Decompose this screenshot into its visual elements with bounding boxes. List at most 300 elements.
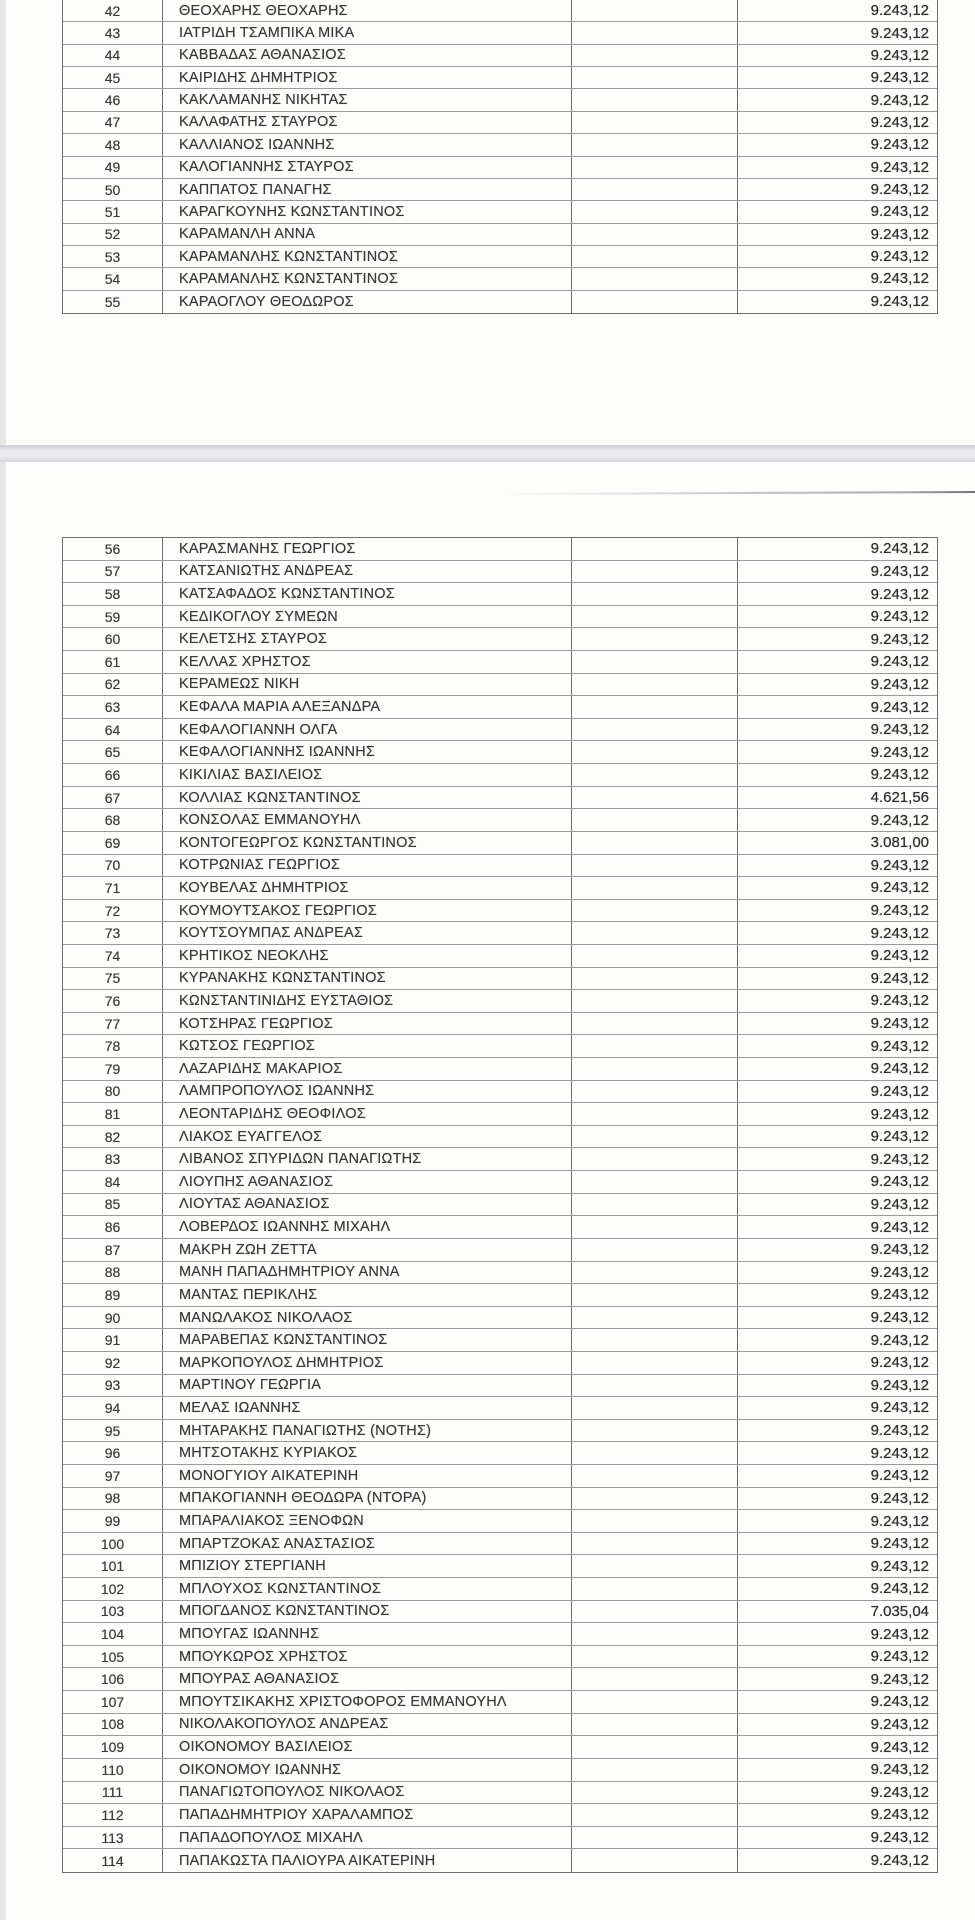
table-row (63, 1578, 937, 1601)
name-cell: ΚΑΡΑΓΚΟΥΝΗΣ ΚΩΝΣΤΑΝΤΙΝΟΣ (163, 201, 572, 222)
table-row (63, 45, 937, 67)
amount-cell: 9.243,12 (870, 1376, 929, 1394)
empty-cell (572, 764, 738, 786)
table-row (63, 1397, 937, 1420)
table-row (63, 832, 937, 855)
empty-cell (572, 246, 738, 267)
scanned-page-1 (6, 0, 975, 445)
empty-cell (572, 1646, 738, 1668)
name-cell: ΚΑΒΒΑΔΑΣ ΑΘΑΝΑΣΙΟΣ (163, 45, 572, 66)
table-row (63, 112, 937, 134)
name-cell: ΚΕΦΑΛΟΓΙΑΝΝΗ ΟΛΓΑ (163, 719, 572, 741)
amount-cell: 9.243,12 (870, 1218, 929, 1236)
name-cell: ΚΟΥΒΕΛΑΣ ΔΗΜΗΤΡΙΟΣ (163, 877, 572, 899)
row-number-cell: 72 (63, 900, 163, 922)
empty-cell (572, 1420, 738, 1442)
amount-cell: 9.243,12 (870, 203, 929, 221)
amount-cell: 9.243,12 (870, 1060, 929, 1078)
amount-cell: 9.243,12 (870, 1467, 929, 1485)
row-number-cell: 45 (63, 67, 163, 88)
amount-cell: 9.243,12 (870, 1354, 929, 1372)
amount-cell: 9.243,12 (870, 1648, 929, 1666)
table-row (63, 1849, 937, 1872)
row-number-cell: 58 (63, 583, 163, 605)
name-cell: ΚΟΥΜΟΥΤΣΑΚΟΣ ΓΕΩΡΓΙΟΣ (163, 900, 572, 922)
name-cell: ΝΙΚΟΛΑΚΟΠΟΥΛΟΣ ΑΝΔΡΕΑΣ (163, 1714, 572, 1736)
empty-cell (572, 1578, 738, 1600)
table-row (63, 1148, 937, 1171)
amount-cell: 9.243,12 (870, 181, 929, 199)
amount-cell: 9.243,12 (870, 1399, 929, 1417)
row-number-cell: 93 (63, 1375, 163, 1397)
row-number-cell: 52 (63, 224, 163, 245)
table-row (63, 1668, 937, 1691)
row-number-cell: 105 (63, 1646, 163, 1668)
name-cell: ΚΕΔΙΚΟΓΛΟΥ ΣΥΜΕΩΝ (163, 606, 572, 628)
empty-cell (572, 945, 738, 967)
amount-cell: 7.035,04 (870, 1602, 929, 1620)
table-row (63, 0, 937, 22)
name-cell: ΛΑΜΠΡΟΠΟΥΛΟΣ ΙΩΑΝΝΗΣ (163, 1081, 572, 1103)
name-cell: ΜΠΑΡΑΛΙΑΚΟΣ ΞΕΝΟΦΩΝ (163, 1510, 572, 1532)
scan-artifact-line (500, 491, 975, 495)
table-row (63, 1442, 937, 1465)
empty-cell (572, 877, 738, 899)
amount-cell: 9.243,12 (870, 1286, 929, 1304)
table-row (63, 1058, 937, 1081)
table-row (63, 1262, 937, 1285)
table-row (63, 1533, 937, 1556)
name-cell: ΜΠΟΥΡΑΣ ΑΘΑΝΑΣΙΟΣ (163, 1668, 572, 1690)
amount-cell: 9.243,12 (870, 1241, 929, 1259)
name-cell: ΠΑΝΑΓΙΩΤΟΠΟΥΛΟΣ ΝΙΚΟΛΑΟΣ (163, 1782, 572, 1804)
table-row (63, 628, 937, 651)
amount-cell: 9.243,12 (870, 902, 929, 920)
empty-cell (572, 1103, 738, 1125)
name-cell: ΚΙΚΙΛΙΑΣ ΒΑΣΙΛΕΙΟΣ (163, 764, 572, 786)
empty-cell (572, 1216, 738, 1238)
amount-cell: 9.243,12 (870, 293, 929, 311)
name-cell: ΟΙΚΟΝΟΜΟΥ ΙΩΑΝΝΗΣ (163, 1759, 572, 1781)
name-cell: ΠΑΠΑΔΗΜΗΤΡΙΟΥ ΧΑΡΑΛΑΜΠΟΣ (163, 1804, 572, 1826)
name-cell: ΜΠΟΓΔΑΝΟΣ ΚΩΝΣΤΑΝΤΙΝΟΣ (163, 1601, 572, 1623)
name-cell: ΛΙΒΑΝΟΣ ΣΠΥΡΙΔΩΝ ΠΑΝΑΓΙΩΤΗΣ (163, 1148, 572, 1170)
row-number-cell: 83 (63, 1148, 163, 1170)
name-cell: ΜΠΟΥΚΩΡΟΣ ΧΡΗΣΤΟΣ (163, 1646, 572, 1668)
empty-cell (572, 22, 738, 43)
name-cell: ΠΑΠΑΚΩΣΤΑ ΠΑΛΙΟΥΡΑ ΑΙΚΑΤΕΡΙΝΗ (163, 1849, 572, 1872)
amount-cell: 9.243,12 (870, 653, 929, 671)
table-row (63, 561, 937, 584)
row-number-cell: 100 (63, 1533, 163, 1555)
empty-cell (572, 1668, 738, 1690)
name-cell: ΚΑΡΑΣΜΑΝΗΣ ΓΕΩΡΓΙΟΣ (163, 538, 572, 560)
table-row (63, 1804, 937, 1827)
name-cell: ΜΠΑΚΟΓΙΑΝΝΗ ΘΕΟΔΩΡΑ (ΝΤΟΡΑ) (163, 1488, 572, 1510)
name-cell: ΛΕΟΝΤΑΡΙΔΗΣ ΘΕΟΦΙΛΟΣ (163, 1103, 572, 1125)
amount-cell: 9.243,12 (870, 136, 929, 154)
row-number-cell: 69 (63, 832, 163, 854)
table-row (63, 719, 937, 742)
name-cell: ΚΑΡΑΜΑΝΛΗ ΑΝΝΑ (163, 224, 572, 245)
name-cell: ΟΙΚΟΝΟΜΟΥ ΒΑΣΙΛΕΙΟΣ (163, 1736, 572, 1758)
table-row (63, 877, 937, 900)
row-number-cell: 107 (63, 1691, 163, 1713)
empty-cell (572, 1601, 738, 1623)
empty-cell (572, 0, 738, 21)
payment-table-page-2 (62, 537, 938, 1873)
name-cell: ΜΟΝΟΓΥΙΟΥ ΑΙΚΑΤΕΡΙΝΗ (163, 1465, 572, 1487)
name-cell: ΚΑΡΑΜΑΝΛΗΣ ΚΩΝΣΤΑΝΤΙΝΟΣ (163, 268, 572, 289)
empty-cell (572, 696, 738, 718)
empty-cell (572, 1352, 738, 1374)
row-number-cell: 92 (63, 1352, 163, 1374)
amount-cell: 9.243,12 (870, 540, 929, 558)
amount-cell: 9.243,12 (870, 1331, 929, 1349)
amount-cell: 9.243,12 (870, 1489, 929, 1507)
name-cell: ΜΠΙΖΙΟΥ ΣΤΕΡΓΙΑΝΗ (163, 1555, 572, 1577)
row-number-cell: 110 (63, 1759, 163, 1781)
name-cell: ΜΑΡΚΟΠΟΥΛΟΣ ΔΗΜΗΤΡΙΟΣ (163, 1352, 572, 1374)
row-number-cell: 91 (63, 1329, 163, 1351)
amount-cell: 9.243,12 (870, 69, 929, 87)
name-cell: ΛΙΟΥΤΑΣ ΑΘΑΝΑΣΙΟΣ (163, 1194, 572, 1216)
amount-cell: 9.243,12 (870, 1761, 929, 1779)
amount-cell: 9.243,12 (870, 270, 929, 288)
empty-cell (572, 741, 738, 763)
row-number-cell: 54 (63, 268, 163, 289)
amount-cell: 9.243,12 (870, 766, 929, 784)
name-cell: ΚΟΝΣΟΛΑΣ ΕΜΜΑΝΟΥΗΛ (163, 809, 572, 831)
table-row (63, 1623, 937, 1646)
table-row (63, 1013, 937, 1036)
row-number-cell: 55 (63, 291, 163, 313)
empty-cell (572, 1126, 738, 1148)
name-cell: ΚΟΤΣΗΡΑΣ ΓΕΩΡΓΙΟΣ (163, 1013, 572, 1035)
amount-cell: 9.243,12 (870, 248, 929, 266)
name-cell: ΚΑΤΣΑΝΙΩΤΗΣ ΑΝΔΡΕΑΣ (163, 561, 572, 583)
amount-cell: 9.243,12 (870, 1105, 929, 1123)
empty-cell (572, 1013, 738, 1035)
row-number-cell: 42 (63, 0, 163, 21)
table-row (63, 89, 937, 111)
table-row (63, 968, 937, 991)
amount-cell: 9.243,12 (870, 24, 929, 42)
table-row (63, 1375, 937, 1398)
name-cell: ΜΗΤΣΟΤΑΚΗΣ ΚΥΡΙΑΚΟΣ (163, 1442, 572, 1464)
empty-cell (572, 112, 738, 133)
table-row (63, 1646, 937, 1669)
name-cell: ΚΕΡΑΜΕΩΣ ΝΙΚΗ (163, 674, 572, 696)
amount-cell: 9.243,12 (870, 992, 929, 1010)
row-number-cell: 60 (63, 628, 163, 650)
name-cell: ΜΠΟΥΓΑΣ ΙΩΑΝΝΗΣ (163, 1623, 572, 1645)
table-row (63, 1239, 937, 1262)
row-number-cell: 63 (63, 696, 163, 718)
table-row (63, 945, 937, 968)
empty-cell (572, 1759, 738, 1781)
table-row (63, 1465, 937, 1488)
table-row (63, 1126, 937, 1149)
empty-cell (572, 1510, 738, 1532)
row-number-cell: 64 (63, 719, 163, 741)
empty-cell (572, 606, 738, 628)
amount-cell: 9.243,12 (870, 46, 929, 64)
table-row (63, 1035, 937, 1058)
row-number-cell: 95 (63, 1420, 163, 1442)
table-row (63, 1736, 937, 1759)
empty-cell (572, 922, 738, 944)
empty-cell (572, 1782, 738, 1804)
row-number-cell: 98 (63, 1488, 163, 1510)
name-cell: ΜΑΝΤΑΣ ΠΕΡΙΚΛΗΣ (163, 1284, 572, 1306)
row-number-cell: 88 (63, 1262, 163, 1284)
table-row (63, 268, 937, 290)
table-row (63, 1284, 937, 1307)
amount-cell: 9.243,12 (870, 1625, 929, 1643)
name-cell: ΜΠΟΥΤΣΙΚΑΚΗΣ ΧΡΙΣΤΟΦΟΡΟΣ ΕΜΜΑΝΟΥΗΛ (163, 1691, 572, 1713)
amount-cell: 9.243,12 (870, 698, 929, 716)
table-row (63, 1714, 937, 1737)
name-cell: ΛΟΒΕΡΔΟΣ ΙΩΑΝΝΗΣ ΜΙΧΑΗΛ (163, 1216, 572, 1238)
empty-cell (572, 89, 738, 110)
amount-cell: 9.243,12 (870, 1128, 929, 1146)
empty-cell (572, 1239, 738, 1261)
row-number-cell: 62 (63, 674, 163, 696)
amount-cell: 9.243,12 (870, 1444, 929, 1462)
row-number-cell: 51 (63, 201, 163, 222)
row-number-cell: 99 (63, 1510, 163, 1532)
empty-cell (572, 787, 738, 809)
empty-cell (572, 1397, 738, 1419)
row-number-cell: 87 (63, 1239, 163, 1261)
amount-cell: 9.243,12 (870, 924, 929, 942)
table-row (63, 1555, 937, 1578)
empty-cell (572, 1533, 738, 1555)
empty-cell (572, 1081, 738, 1103)
row-number-cell: 103 (63, 1601, 163, 1623)
amount-cell: 9.243,12 (870, 1670, 929, 1688)
row-number-cell: 86 (63, 1216, 163, 1238)
table-row (63, 538, 937, 561)
amount-cell: 9.243,12 (870, 91, 929, 109)
empty-cell (572, 1035, 738, 1057)
row-number-cell: 111 (63, 1782, 163, 1804)
amount-cell: 9.243,12 (870, 1422, 929, 1440)
table-row (63, 1171, 937, 1194)
name-cell: ΚΟΤΡΩΝΙΑΣ ΓΕΩΡΓΙΟΣ (163, 855, 572, 877)
row-number-cell: 104 (63, 1623, 163, 1645)
amount-cell: 9.243,12 (870, 585, 929, 603)
empty-cell (572, 855, 738, 877)
empty-cell (572, 561, 738, 583)
amount-cell: 9.243,12 (870, 1263, 929, 1281)
name-cell: ΚΕΛΛΑΣ ΧΡΗΣΤΟΣ (163, 651, 572, 673)
row-number-cell: 81 (63, 1103, 163, 1125)
amount-cell: 9.243,12 (870, 158, 929, 176)
row-number-cell: 59 (63, 606, 163, 628)
amount-cell: 9.243,12 (870, 856, 929, 874)
row-number-cell: 112 (63, 1804, 163, 1826)
empty-cell (572, 1736, 738, 1758)
amount-cell: 9.243,12 (870, 1580, 929, 1598)
table-row (63, 1759, 937, 1782)
amount-cell: 9.243,12 (870, 562, 929, 580)
name-cell: ΜΑΡΤΙΝΟΥ ΓΕΩΡΓΙΑ (163, 1375, 572, 1397)
name-cell: ΘΕΟΧΑΡΗΣ ΘΕΟΧΑΡΗΣ (163, 0, 572, 21)
amount-cell: 9.243,12 (870, 1535, 929, 1553)
empty-cell (572, 201, 738, 222)
table-row (63, 787, 937, 810)
row-number-cell: 77 (63, 1013, 163, 1035)
amount-cell: 9.243,12 (870, 721, 929, 739)
empty-cell (572, 583, 738, 605)
name-cell: ΜΑΝΩΛΑΚΟΣ ΝΙΚΟΛΑΟΣ (163, 1307, 572, 1329)
scanned-page-2 (6, 462, 975, 1920)
row-number-cell: 75 (63, 968, 163, 990)
row-number-cell: 48 (63, 134, 163, 155)
name-cell: ΚΑΠΠΑΤΟΣ ΠΑΝΑΓΗΣ (163, 179, 572, 200)
empty-cell (572, 1691, 738, 1713)
row-number-cell: 89 (63, 1284, 163, 1306)
name-cell: ΜΑΝΗ ΠΑΠΑΔΗΜΗΤΡΙΟΥ ΑΝΝΑ (163, 1262, 572, 1284)
payment-table-page-1 (62, 0, 938, 314)
empty-cell (572, 1262, 738, 1284)
empty-cell (572, 1284, 738, 1306)
row-number-cell: 68 (63, 809, 163, 831)
row-number-cell: 82 (63, 1126, 163, 1148)
table-row (63, 179, 937, 201)
amount-cell: 9.243,12 (870, 1015, 929, 1033)
row-number-cell: 94 (63, 1397, 163, 1419)
empty-cell (572, 832, 738, 854)
row-number-cell: 65 (63, 741, 163, 763)
empty-cell (572, 268, 738, 289)
empty-cell (572, 1148, 738, 1170)
name-cell: ΛΙΟΥΠΗΣ ΑΘΑΝΑΣΙΟΣ (163, 1171, 572, 1193)
amount-cell: 9.243,12 (870, 1806, 929, 1824)
table-row (63, 1329, 937, 1352)
table-row (63, 741, 937, 764)
name-cell: ΜΕΛΑΣ ΙΩΑΝΝΗΣ (163, 1397, 572, 1419)
amount-cell: 9.243,12 (870, 1309, 929, 1327)
name-cell: ΜΑΡΑΒΕΠΑΣ ΚΩΝΣΤΑΝΤΙΝΟΣ (163, 1329, 572, 1351)
name-cell: ΜΠΑΡΤΖΟΚΑΣ ΑΝΑΣΤΑΣΙΟΣ (163, 1533, 572, 1555)
amount-cell: 9.243,12 (870, 1557, 929, 1575)
row-number-cell: 47 (63, 112, 163, 133)
name-cell: ΚΕΦΑΛΑ ΜΑΡΙΑ ΑΛΕΞΑΝΔΡΑ (163, 696, 572, 718)
row-number-cell: 67 (63, 787, 163, 809)
amount-cell: 9.243,12 (870, 1738, 929, 1756)
name-cell: ΛΑΖΑΡΙΔΗΣ ΜΑΚΑΡΙΟΣ (163, 1058, 572, 1080)
amount-cell: 9.243,12 (870, 1783, 929, 1801)
name-cell: ΚΕΦΑΛΟΓΙΑΝΝΗΣ ΙΩΑΝΝΗΣ (163, 741, 572, 763)
name-cell: ΙΑΤΡΙΔΗ ΤΣΑΜΠΙΚΑ ΜΙΚΑ (163, 22, 572, 43)
row-number-cell: 113 (63, 1827, 163, 1849)
amount-cell: 9.243,12 (870, 969, 929, 987)
row-number-cell: 79 (63, 1058, 163, 1080)
row-number-cell: 84 (63, 1171, 163, 1193)
empty-cell (572, 1465, 738, 1487)
amount-cell: 9.243,12 (870, 879, 929, 897)
empty-cell (572, 674, 738, 696)
amount-cell: 9.243,12 (870, 1512, 929, 1530)
table-row (63, 1081, 937, 1104)
name-cell: ΚΕΛΕΤΣΗΣ ΣΤΑΥΡΟΣ (163, 628, 572, 650)
empty-cell (572, 809, 738, 831)
row-number-cell: 70 (63, 855, 163, 877)
empty-cell (572, 1623, 738, 1645)
amount-cell: 9.243,12 (870, 113, 929, 131)
name-cell: ΚΟΛΛΙΑΣ ΚΩΝΣΤΑΝΤΙΝΟΣ (163, 787, 572, 809)
table-row (63, 157, 937, 179)
name-cell: ΠΑΠΑΔΟΠΟΥΛΟΣ ΜΙΧΑΗΛ (163, 1827, 572, 1849)
row-number-cell: 106 (63, 1668, 163, 1690)
empty-cell (572, 538, 738, 560)
empty-cell (572, 1307, 738, 1329)
empty-cell (572, 1827, 738, 1849)
table-row (63, 922, 937, 945)
row-number-cell: 71 (63, 877, 163, 899)
amount-cell: 9.243,12 (870, 1037, 929, 1055)
empty-cell (572, 157, 738, 178)
table-row (63, 1782, 937, 1805)
empty-cell (572, 67, 738, 88)
empty-cell (572, 651, 738, 673)
empty-cell (572, 1442, 738, 1464)
amount-cell: 9.243,12 (870, 675, 929, 693)
empty-cell (572, 134, 738, 155)
row-number-cell: 44 (63, 45, 163, 66)
table-row (63, 1827, 937, 1850)
amount-cell: 9.243,12 (870, 947, 929, 965)
table-row (63, 134, 937, 156)
name-cell: ΚΑΡΑΟΓΛΟΥ ΘΕΟΔΩΡΟΣ (163, 291, 572, 313)
name-cell: ΚΟΥΤΣΟΥΜΠΑΣ ΑΝΔΡΕΑΣ (163, 922, 572, 944)
row-number-cell: 102 (63, 1578, 163, 1600)
name-cell: ΚΩΝΣΤΑΝΤΙΝΙΔΗΣ ΕΥΣΤΑΘΙΟΣ (163, 990, 572, 1012)
table-row (63, 696, 937, 719)
table-row (63, 900, 937, 923)
empty-cell (572, 179, 738, 200)
table-row (63, 201, 937, 223)
empty-cell (572, 1488, 738, 1510)
empty-cell (572, 224, 738, 245)
row-number-cell: 66 (63, 764, 163, 786)
table-row (63, 291, 937, 313)
table-row (63, 583, 937, 606)
table-row (63, 764, 937, 787)
amount-cell: 9.243,12 (870, 811, 929, 829)
name-cell: ΚΑΛΑΦΑΤΗΣ ΣΤΑΥΡΟΣ (163, 112, 572, 133)
amount-cell: 9.243,12 (870, 1852, 929, 1870)
table-row (63, 651, 937, 674)
empty-cell (572, 1171, 738, 1193)
amount-cell: 9.243,12 (870, 630, 929, 648)
row-number-cell: 85 (63, 1194, 163, 1216)
row-number-cell: 114 (63, 1849, 163, 1872)
row-number-cell: 50 (63, 179, 163, 200)
amount-cell: 9.243,12 (870, 743, 929, 761)
amount-cell: 9.243,12 (870, 1693, 929, 1711)
row-number-cell: 101 (63, 1555, 163, 1577)
row-number-cell: 57 (63, 561, 163, 583)
amount-cell: 9.243,12 (870, 1173, 929, 1191)
name-cell: ΚΥΡΑΝΑΚΗΣ ΚΩΝΣΤΑΝΤΙΝΟΣ (163, 968, 572, 990)
amount-cell: 3.081,00 (870, 834, 929, 852)
table-row (63, 1691, 937, 1714)
empty-cell (572, 900, 738, 922)
